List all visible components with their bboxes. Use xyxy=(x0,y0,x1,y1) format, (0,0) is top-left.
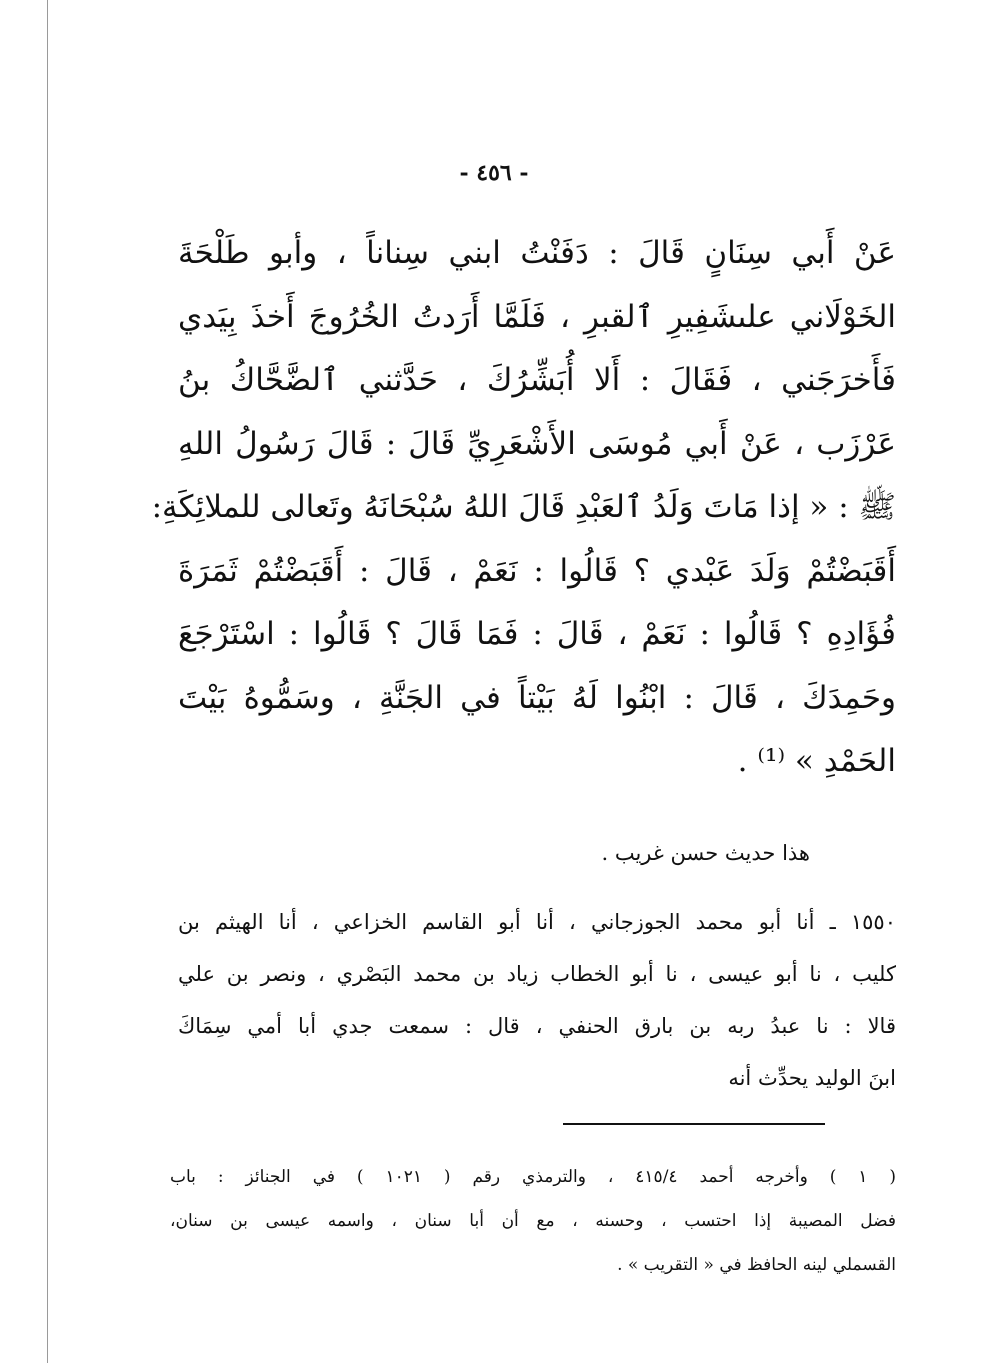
footnote-line: ( ١ ) وأخرجه أحمد ٤١٥/٤ ، والترمذي رقم ( ١٠٢١ ) في الجنائز : باب xyxy=(170,1167,896,1187)
hadith-grading-remark: هذا حديث حسن غريب . xyxy=(601,841,810,865)
main-text-line: فُؤَادِهِ ؟ قَالُوا : نَعَمْ ، قَالَ : فَمَا قَالَ ؟ قَالُوا : اسْتَرْجَعَ xyxy=(178,616,896,652)
hadith-text-line: ابنَ الوليد يحدِّث أنه xyxy=(728,1066,896,1090)
footnote-line: القسملي لينه الحافظ في « التقريب » . xyxy=(617,1255,896,1275)
main-text-line: فَأَخرَجَني ، فَقَالَ : أَلا أُبَشِّرُكَ ، حَدَّثني ٱلضَّحَّاكُ بنُ xyxy=(178,362,896,398)
hadith-1550 xyxy=(178,896,896,1104)
footnote-line: فضل المصيبة إذا احتسب ، وحسنه ، مع أن أبا سنان ، واسمه عيسى بن سنان، xyxy=(170,1211,896,1231)
binding-margin-line xyxy=(47,0,48,1363)
main-text-line: عَرْزَب ، عَنْ أَبي مُوسَى الأَشْعَرِيِّ قَالَ : قَالَ رَسُولُ اللهِ xyxy=(178,425,896,462)
main-text-line: أَقَبَضْتُمْ وَلَدَ عَبْدي ؟ قَالُوا : نَعَمْ ، قَالَ : أَقَبَضْتُمْ ثَمَرَةَ xyxy=(178,552,896,589)
main-text xyxy=(151,222,896,794)
hadith-text-line: ١٥٥٠ ـ أنا أبو محمد الجوزجاني ، أنا أبو القاسم الخزاعي ، أنا الهيثم بن xyxy=(178,910,896,934)
hadith-text-line: قالا : نا عبدُ ربه بن بارق الحنفي ، قال : سمعت جدي أبا أمي سِمَاكَ xyxy=(178,1014,896,1038)
page-number: - ٤٥٦ - xyxy=(459,160,529,186)
main-text-line: وحَمِدَكَ ، قَالَ : ابْنُوا لَهُ بَيْتاً في الجَنَّةِ ، وسَمُّوهُ بَيْتَ xyxy=(178,679,896,716)
hadith-text-line: كليب ، نا أبو عيسى ، نا أبو الخطاب زياد بن محمد البَصْري ، ونصر بن علي xyxy=(178,962,896,986)
main-text-line: عَنْ أَبي سِنَانٍ قَالَ : دَفَنْتُ ابني سِناناً ، وأبو طَلْحَةَ xyxy=(178,235,896,271)
footnote-separator xyxy=(563,1123,825,1125)
footnotes xyxy=(170,1155,896,1287)
main-text-line: الخَوْلَاني علىشَفِيرِ ٱلقبرِ ، فَلَمَّا أَرَدتُ الخُرُوجَ أَخذَ بِيَدي xyxy=(178,298,896,335)
main-text-line: ﷺ : « إذا مَاتَ وَلَدُ ٱلعَبْدِ قَالَ اللهُ سُبْحَانَهُ وتَعالى للملائِكَةِ: xyxy=(151,489,896,525)
main-text-line: الحَمْدِ » ⁽¹⁾ . xyxy=(737,743,896,779)
